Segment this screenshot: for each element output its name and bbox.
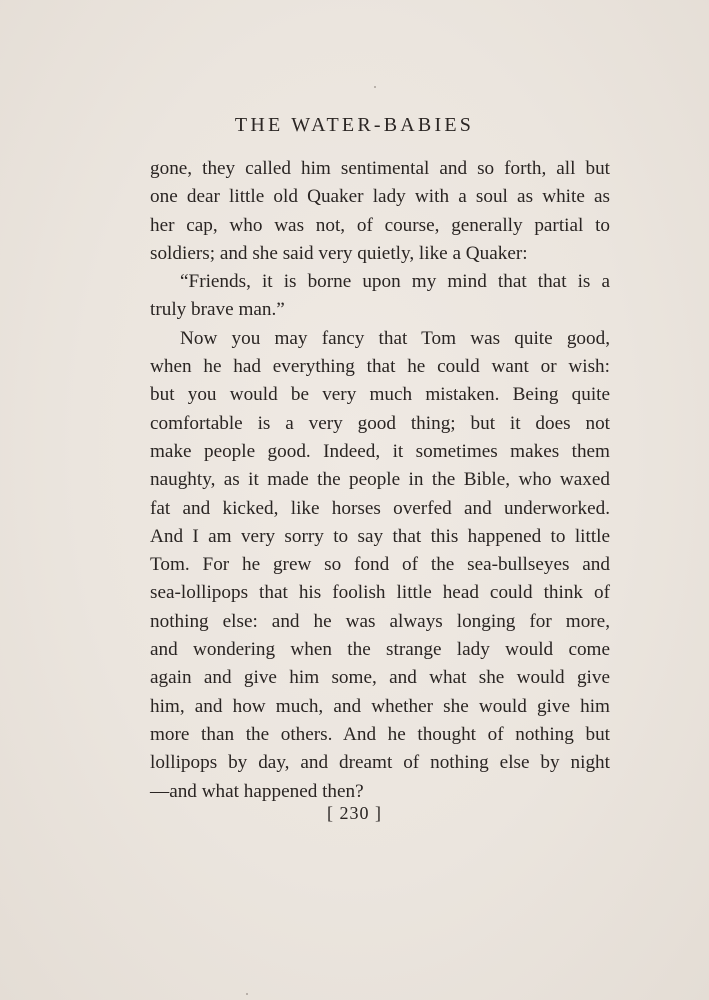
text-line: truly brave man.”	[150, 299, 285, 321]
text-line: And I am very sorry to say that this happened to little	[150, 525, 610, 547]
text-line: make people good. Indeed, it sometimes makes them	[150, 440, 610, 462]
text-line: again and give him some, and what she would give	[150, 667, 610, 689]
running-head: THE WATER-BABIES	[234, 114, 475, 136]
text-line: when he had everything that he could want or wish:	[150, 356, 610, 378]
body-text	[150, 155, 610, 806]
paper-speck	[246, 993, 248, 995]
text-line: him, and how much, and whether she would give him	[150, 695, 610, 717]
text-line: sea-lollipops that his foolish little head could think of	[150, 582, 610, 604]
text-line: her cap, who was not, of course, generally partial to	[150, 214, 610, 236]
text-line: soldiers; and she said very quietly, like a Quaker:	[150, 242, 528, 264]
paper-speck	[374, 86, 376, 88]
page-number: [ 230 ]	[327, 803, 382, 823]
text-line: fat and kicked, like horses overfed and underworked.	[150, 497, 610, 519]
text-line: naughty, as it made the people in the Bible, who waxed	[150, 469, 610, 491]
text-line: Now you may fancy that Tom was quite good,	[180, 327, 610, 349]
text-line: gone, they called him sentimental and so forth, all but	[150, 158, 610, 179]
text-line: one dear little old Quaker lady with a soul as white as	[150, 186, 610, 208]
text-line: more than the others. And he thought of nothing but	[150, 723, 610, 745]
text-line: Tom. For he grew so fond of the sea-bullseyes and	[150, 554, 610, 576]
text-line: comfortable is a very good thing; but it does not	[150, 412, 610, 434]
text-line: “Friends, it is borne upon my mind that that is a	[180, 271, 610, 293]
text-line: and wondering when the strange lady would come	[150, 639, 610, 661]
text-line: lollipops by day, and dreamt of nothing else by night	[150, 752, 610, 774]
text-line: nothing else: and he was always longing for more,	[150, 610, 610, 632]
text-line: —and what happened then?	[150, 780, 364, 802]
text-line: but you would be very much mistaken. Being quite	[150, 384, 610, 406]
